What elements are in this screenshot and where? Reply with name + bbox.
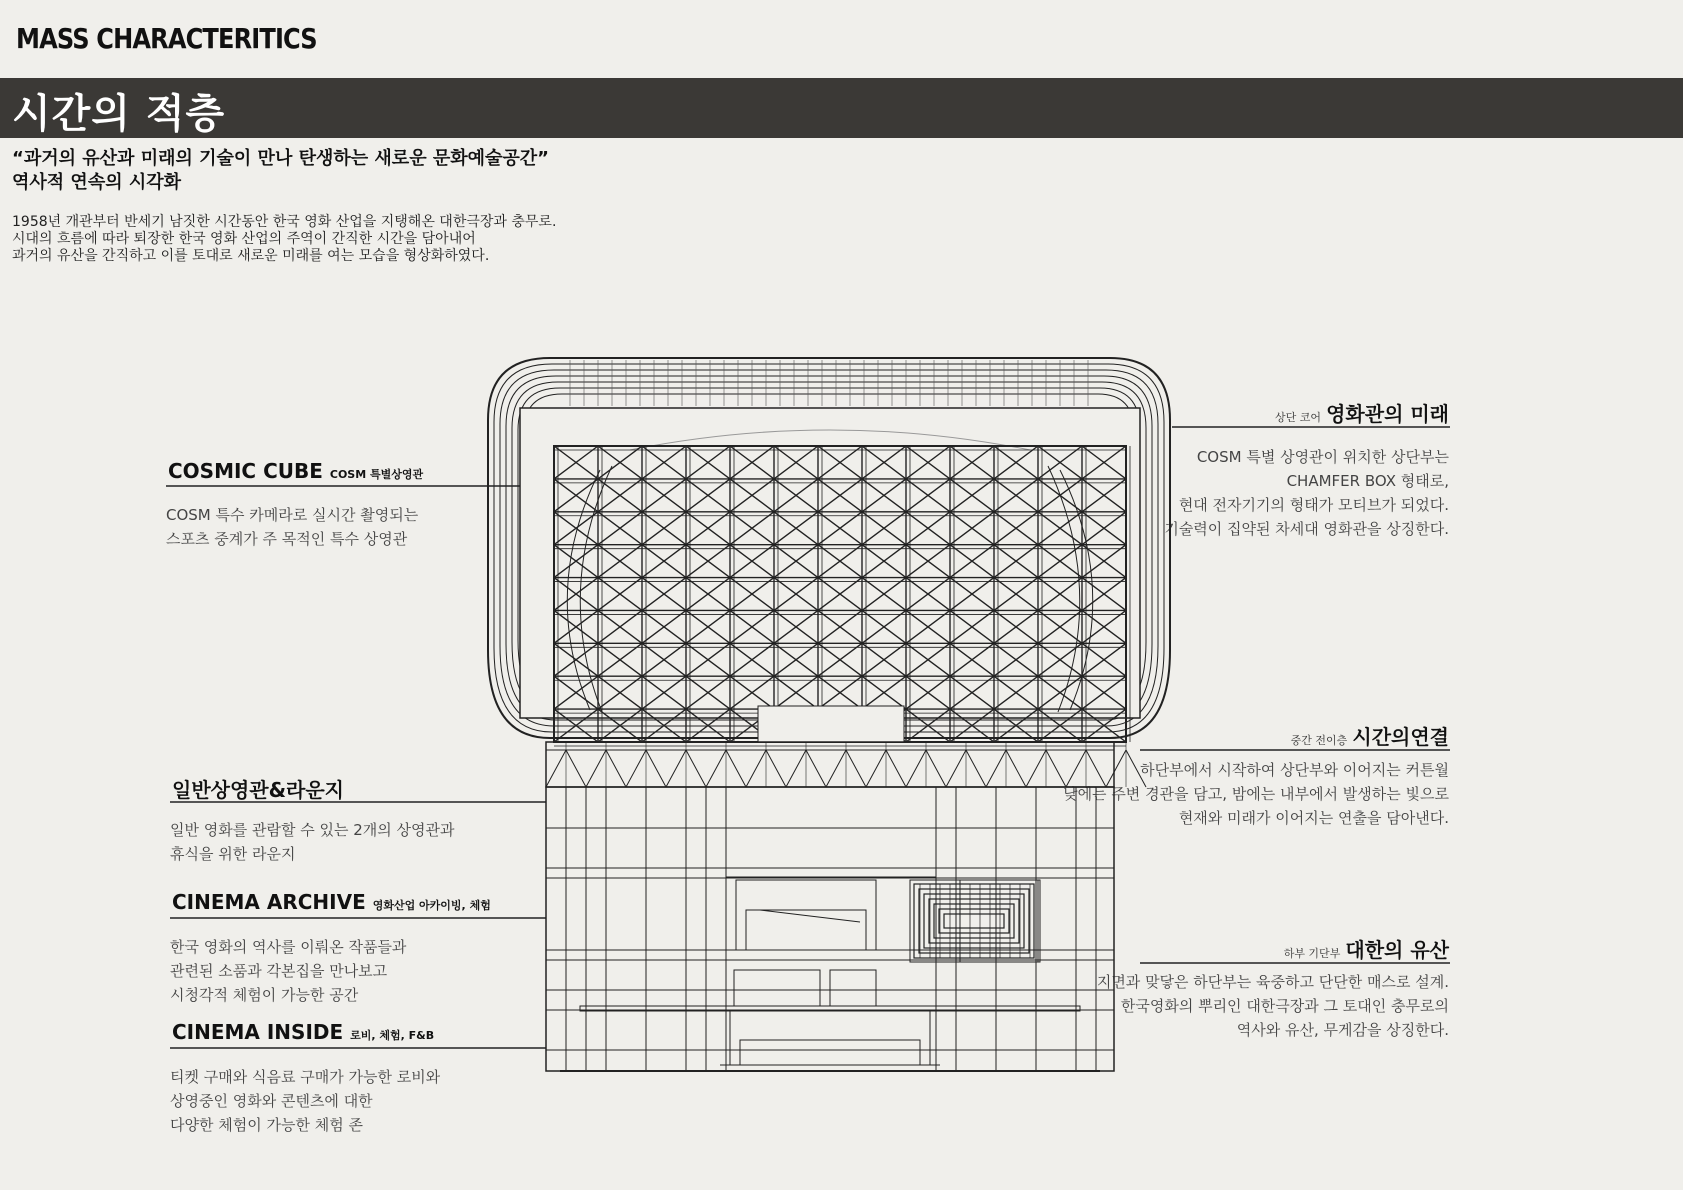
callout-small-text: 로비, 체험, F&B: [350, 1029, 435, 1042]
subtitle-text: 역사적 연속의 시각화: [12, 172, 182, 193]
callout-title-text: CINEMA INSIDE: [172, 1020, 344, 1044]
callout-cinema-inside-body: [170, 1065, 440, 1137]
callout-pre-text: 중간 전이층: [1290, 734, 1348, 747]
callout-body-line: 다양한 체험이 가능한 체험 존: [170, 1116, 363, 1134]
building-wireframe-illustration: [480, 350, 1180, 1080]
callout-general-theater-title: [172, 774, 344, 803]
callout-body-line: 기술력이 집약된 차세대 영화관을 상징한다.: [1164, 520, 1449, 538]
callout-pre-text: 하부 기단부: [1283, 947, 1341, 960]
callout-leader-line: [1140, 749, 1450, 751]
callout-body-line: 관련된 소품과 각본집을 만나보고: [170, 962, 388, 980]
callout-body-line: 하단부에서 시작하여 상단부와 이어지는 커튼월: [1140, 761, 1449, 779]
callout-title-text: 영화관의 미래: [1326, 402, 1449, 426]
callout-body-line: 현재와 미래가 이어지는 연출을 담아낸다.: [1178, 809, 1449, 827]
callout-small-text: 영화산업 아카이빙, 체험: [372, 899, 491, 912]
callout-leader-line: [1172, 426, 1450, 428]
lower-base: [546, 787, 1114, 1071]
callout-heritage-title: [1284, 934, 1449, 963]
callout-body-line: 시청각적 체험이 가능한 공간: [170, 986, 359, 1004]
callout-cinema-archive-body: [170, 935, 406, 1007]
callout-cosmic-cube-title: [168, 459, 423, 483]
document-title: MASS CHARACTERITICS: [16, 22, 317, 55]
callout-title-text: 대한의 유산: [1345, 938, 1449, 962]
callout-leader-line: [1140, 962, 1450, 964]
upper-chamfer-box: [488, 358, 1170, 746]
callout-body-line: 역사와 유산, 무게감을 상징한다.: [1236, 1021, 1449, 1039]
callout-body-line: 한국영화의 뿌리인 대한극장과 그 토대인 충무로의: [1120, 997, 1449, 1015]
quote-text: “과거의 유산과 미래의 기술이 만나 탄생하는 새로운 문화예술공간”: [12, 148, 549, 169]
callout-connection-title: [1291, 721, 1449, 750]
callout-body-line: 휴식을 위한 라운지: [170, 845, 296, 863]
callout-body-line: 스포츠 중계가 주 목적인 특수 상영관: [166, 530, 408, 548]
callout-title-text: CINEMA ARCHIVE: [172, 890, 366, 914]
description-line-3: 과거의 유산을 간직하고 이를 토대로 새로운 미래를 여는 모습을 형상화하였다.: [12, 248, 490, 264]
callout-body-line: 한국 영화의 역사를 이뤄온 작품들과: [170, 938, 407, 956]
callout-body-line: COSM 특수 카메라로 실시간 촬영되는: [166, 506, 419, 524]
description-line-1: 1958년 개관부터 반세기 남짓한 시간동안 한국 영화 산업을 지탱해온 대한극장과 충무로.: [12, 214, 557, 230]
callout-body-line: 상영중인 영화와 콘텐츠에 대한: [170, 1092, 373, 1110]
callout-pre-text: 상단 코어: [1275, 411, 1322, 424]
callout-cinema-archive-title: [172, 890, 491, 914]
description-line-2: 시대의 흐름에 따라 퇴장한 한국 영화 산업의 주역이 간직한 시간을 담아내어: [12, 231, 476, 247]
callout-body-line: 현대 전자기기의 형태가 모티브가 되었다.: [1178, 496, 1449, 514]
callout-cosmic-cube-body: [166, 503, 418, 551]
callout-body-line: 지면과 맞닿은 하단부는 육중하고 단단한 매스로 설계.: [1096, 973, 1449, 991]
callout-title-text: 일반상영관&라운지: [172, 778, 345, 802]
transfer-truss: [546, 742, 1146, 787]
callout-small-text: COSM 특별상영관: [329, 468, 424, 481]
banner-title: 시간의 적층: [12, 91, 226, 137]
callout-title-text: 시간의연결: [1352, 725, 1449, 749]
callout-body-line: 티켓 구매와 식음료 구매가 가능한 로비와: [170, 1068, 441, 1086]
callout-future-title: [1275, 398, 1449, 427]
callout-general-theater-body: [170, 818, 454, 866]
callout-body-line: CHAMFER BOX 형태로,: [1286, 472, 1449, 490]
callout-title-text: COSMIC CUBE: [168, 459, 323, 483]
section-banner: [0, 78, 1683, 138]
callout-cinema-inside-title: [172, 1020, 434, 1044]
callout-body-line: 일반 영화를 관람할 수 있는 2개의 상영관과: [170, 821, 455, 839]
callout-body-line: COSM 특별 상영관이 위치한 상단부는: [1196, 448, 1449, 466]
callout-body-line: 낮에는 주변 경관을 담고, 밤에는 내부에서 발생하는 빛으로: [1063, 785, 1449, 803]
callout-future-body: [1164, 445, 1449, 541]
